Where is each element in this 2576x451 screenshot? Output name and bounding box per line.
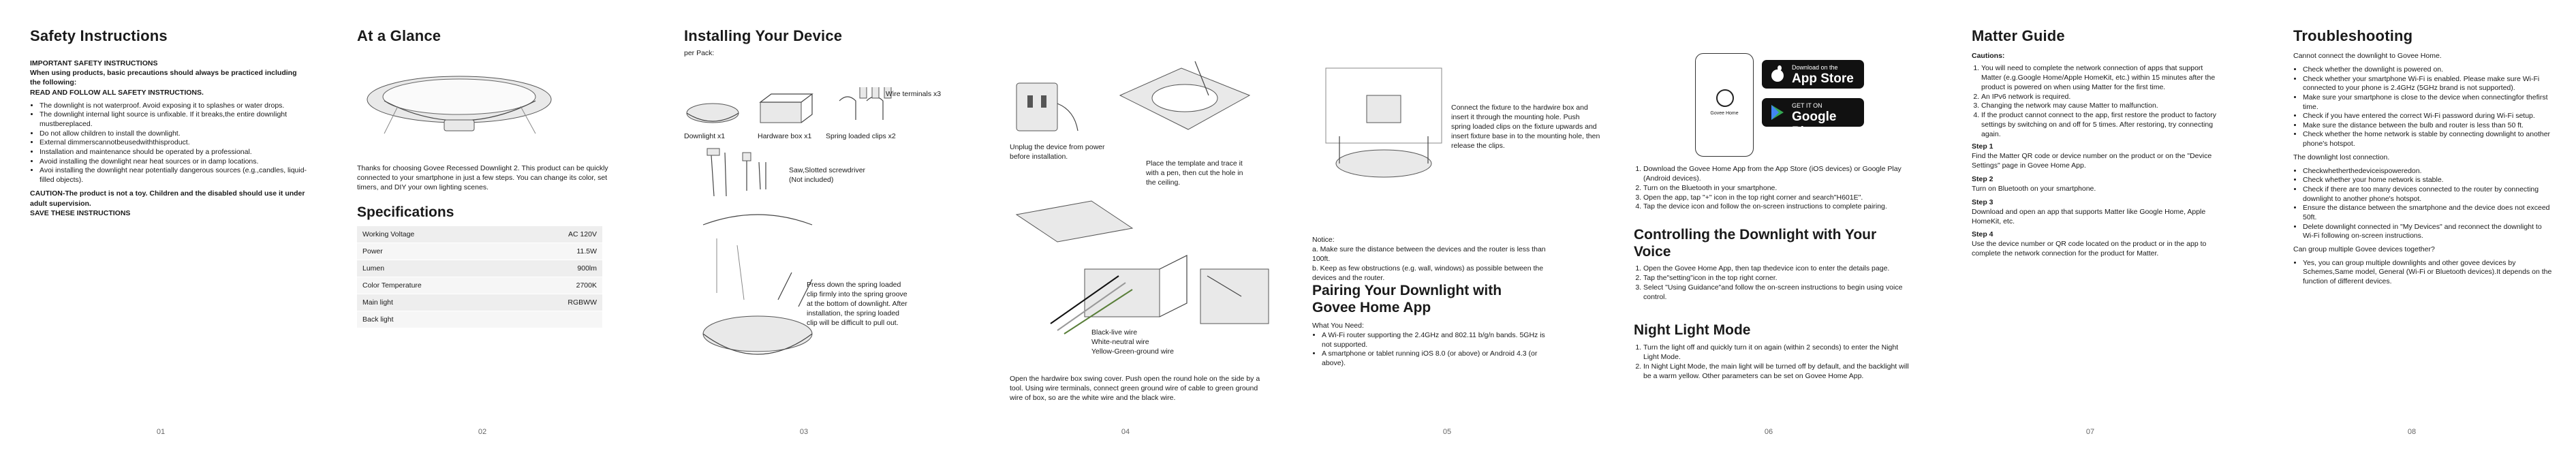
list-item: 4. Tap the device icon and follow the on-screen instructions to complete pairing. [1643, 202, 1909, 212]
panel-glance [322, 0, 643, 451]
apple-icon [1769, 65, 1786, 83]
spec-table [357, 226, 602, 328]
safety-caution: CAUTION-The product is not a toy. Children and the disabled should use it under adult supervision. [30, 189, 305, 208]
safety-title: Safety Instructions [30, 27, 168, 44]
panel-steps [965, 0, 1286, 451]
tools-label: Saw,Slotted screwdriver [789, 166, 866, 174]
google-play-badge[interactable] [1762, 98, 1864, 139]
step-3-text: Download and open an app that supports Matter like Google Home, Apple HomeKit, etc. [1972, 207, 2206, 226]
table-row: Power 11.5W [357, 243, 602, 260]
table-row: Working Voltage AC 120V [357, 226, 602, 243]
app-store-badge[interactable] [1762, 60, 1864, 89]
question-1: Cannot connect the downlight to Govee Home. [2293, 52, 2442, 60]
template-illustration [1113, 55, 1256, 157]
list-item: • Make sure your smartphone is close to the device when connectingfor thefirst time. [2303, 93, 2552, 112]
wiring-illustration [1010, 187, 1282, 337]
wire-terminals-label: Wire terminals x3 [886, 90, 942, 98]
list-item: 3. Select "Using Guidance"and follow the on-screen instructions to begin using voice control. [1643, 283, 1909, 302]
table-row: Main light RGBWW [357, 294, 602, 311]
notice-label: Notice: [1312, 236, 1335, 244]
panel-matter [1929, 0, 2251, 451]
step-4-text: Use the device number or QR code located on the product or in the app to complete the network connection for the product for Matter. [1972, 240, 2207, 258]
list-item: • Do not allow children to install the downlight. [40, 129, 309, 139]
list-item: • Check whether your home network is stable. [2303, 176, 2552, 185]
step-2-label: Step 2 [1972, 174, 1993, 183]
press-clip-text: Press down the spring loaded clip firmly into the spring groove at the bottom of downlight. After installation, the spring loaded clip will be difficult to pull out. [807, 281, 907, 327]
list-item: • The downlight internal light source is unfixable. If it breaks,the entire downlight mustbereplaced. [40, 110, 309, 129]
list-item: • Delete downlight connected in "My Devices" and reconnect the downlight to Wi-Fi following on-screen instructions. [2303, 223, 2552, 241]
list-item: 2. Turn on the Bluetooth in your smartphone. [1643, 184, 1909, 193]
downlight-label: Downlight x1 [684, 132, 726, 140]
list-item: • Check if you have entered the correct Wi-Fi password during Wi-Fi setup. [2303, 112, 2552, 121]
unplug-text: Unplug the device from power before installation. [1010, 143, 1105, 161]
question-3: Can group multiple Govee devices together? [2293, 245, 2435, 253]
google-play-small: GET IT ON [1792, 102, 1822, 109]
pairing-title: Pairing Your Downlight with Govee Home App [1312, 283, 1502, 316]
need-list [1312, 331, 1553, 369]
step-1-text: Find the Matter QR code or device number on the product or on the "Device Settings" page in Govee Home App. [1972, 151, 2212, 170]
list-item: • Make sure the distance between the bulb and router is less than 50 ft. [2303, 121, 2552, 131]
white-wire-label: White-neutral wire [1091, 338, 1149, 346]
clips-label: Spring loaded clips x2 [826, 132, 896, 140]
safety-lead-1: IMPORTANT SAFETY INSTRUCTIONS [30, 59, 158, 67]
list-item: • A Wi-Fi router supporting the 2.4GHz and 802.11 b/g/n bands. 5GHz is not supported. [1322, 331, 1553, 349]
list-item: • The downlight is not waterproof. Avoid exposing it to splashes or water drops. [40, 102, 309, 111]
safety-lead-3: READ AND FOLLOW ALL SAFETY INSTRUCTIONS. [30, 88, 204, 97]
list-item: 2. Tap the"setting"icon in the top right corner. [1643, 274, 1909, 283]
list-item: 1. Download the Govee Home App from the App Store (iOS devices) or Google Play (Android devices). [1643, 165, 1909, 184]
step-4-label: Step 4 [1972, 230, 1993, 239]
list-item: • A smartphone or tablet running iOS 8.0 (or above) or Android 4.3 (or above). [1322, 349, 1553, 368]
step-3-label: Step 3 [1972, 198, 1993, 206]
list-item: • Check whether the home network is stable by connecting downlight to another phone's hotspot. [2303, 130, 2552, 149]
glance-title: At a Glance [357, 27, 441, 44]
list-item: 1. You will need to complete the network connection of apps that support Matter (e.g.Google Home/Apple HomeKit, etc.) within 15 minutes after the product is powered on when using Matter for the first time. [1981, 64, 2217, 93]
table-row: Lumen 900lm [357, 260, 602, 277]
list-item: • Ensure the distance between the smartphone and the device does not exceed 50ft. [2303, 204, 2552, 222]
fixture-text: Connect the fixture to the hardwire box and insert it through the mounting hole. Push spring loaded clips on the fixture upwards and insert fixture base in to the mounting hole, then release the clips. [1451, 104, 1600, 150]
step-1-label: Step 1 [1972, 142, 1993, 151]
page-number: 05 [1442, 428, 1452, 436]
step-2-text: Turn on Bluetooth on your smartphone. [1972, 184, 2096, 193]
notice-a: a. Make sure the distance between the devices and the router is less than 100ft. [1312, 245, 1546, 263]
google-play-icon [1769, 104, 1786, 121]
panel-troubleshooting [2251, 0, 2573, 451]
answers-2 [2293, 167, 2552, 241]
govee-logo-icon [1716, 89, 1734, 107]
panel-app [1608, 0, 1929, 451]
list-item: • Check whether your smartphone Wi-Fi is enabled. Please make sure Wi-Fi connected to your phone is 2.4GHz (5GHz brand is not supported). [2303, 75, 2552, 93]
downlight-illustration [357, 59, 561, 161]
plug-illustration [1010, 76, 1085, 138]
what-you-need: What You Need: [1312, 322, 1364, 330]
list-item: 3. Changing the network may cause Matter to malfunction. [1981, 102, 2217, 111]
cautions-label: Cautions: [1972, 52, 2005, 60]
safety-save: SAVE THESE INSTRUCTIONS [30, 208, 131, 217]
list-item: • Check whether the downlight is powered on. [2303, 65, 2552, 75]
voice-steps [1634, 264, 1909, 302]
app-steps [1634, 165, 1909, 212]
list-item: 1. Open the Govee Home App, then tap thedevice icon to enter the details page. [1643, 264, 1909, 274]
list-item: 2. An IPv6 network is required. [1981, 93, 2217, 102]
page-number: 06 [1764, 428, 1773, 436]
matter-title: Matter Guide [1972, 27, 2065, 44]
voice-title: Controlling the Downlight with Your Voice [1634, 227, 1877, 260]
night-steps [1634, 343, 1909, 381]
table-row: Back light [357, 311, 602, 328]
black-wire-label: Black-live wire [1091, 328, 1138, 337]
answers-1 [2293, 65, 2552, 149]
template-text: Place the template and trace it with a pen, then cut the hole in the ceiling. [1146, 159, 1243, 187]
page-number: 04 [1121, 428, 1130, 436]
fixture-illustration [1312, 55, 1455, 198]
panel-install [643, 0, 965, 451]
matter-cautions [1972, 64, 2217, 140]
page-number: 01 [156, 428, 166, 436]
clip-install-illustration [696, 198, 819, 416]
app-store-small: Download on the [1792, 64, 1838, 71]
page-number: 03 [799, 428, 809, 436]
hardware-box-label: Hardware box x1 [758, 132, 812, 140]
page-number: 02 [478, 428, 487, 436]
list-item: 1. Turn the light off and quickly turn it on again (within 2 seconds) to enter the Night Light Mode. [1643, 343, 1909, 362]
safety-lead-2: When using products, basic precautions should always be practiced including the following: [30, 69, 297, 87]
page-number: 07 [2085, 428, 2095, 436]
app-store-big: App Store [1792, 72, 1854, 86]
notice-b: b. Keep as few obstructions (e.g. wall, windows) as possible between the devices and the router. [1312, 264, 1544, 282]
phone-illustration [1695, 53, 1754, 157]
open-box-text: Open the hardwire box swing cover. Push open the round hole on the side by a tool. Using wire terminals, connect green ground wire of cable to green ground wire of box, so are the white wire and the black wire. [1010, 375, 1260, 402]
spec-title: Specifications [357, 204, 454, 220]
question-2: The downlight lost connection. [2293, 153, 2390, 161]
list-item: • Avoid installing the downlight near heat sources or in damp locations. [40, 157, 309, 167]
list-item: 3. Open the app, tap "+" icon in the top right corner and search"H601E". [1643, 193, 1909, 203]
not-included-label: (Not included) [789, 176, 834, 184]
trouble-title: Troubleshooting [2293, 27, 2413, 44]
yellow-wire-label: Yellow-Green-ground wire [1091, 347, 1175, 356]
panel-connect [1286, 0, 1608, 451]
safety-list [30, 102, 309, 185]
glance-intro: Thanks for choosing Govee Recessed Downlight 2. This product can be quickly connected to your smartphone in just a few steps. You can change its color, set timers, and DIY your own lighting scenes. [357, 164, 608, 191]
per-pack-label: per Pack: [684, 49, 715, 57]
list-item: • External dimmerscannotbeusedwiththisproduct. [40, 138, 309, 148]
table-row: Color Temperature 2700K [357, 277, 602, 294]
install-title: Installing Your Device [684, 27, 843, 44]
night-title: Night Light Mode [1634, 322, 1751, 338]
list-item: 4. If the product cannot connect to the app, first restore the product to factory settings by switching on and off for 5 times. After restoring, try connecting again. [1981, 111, 2217, 140]
list-item: • Installation and maintenance should be operated by a professional. [40, 148, 309, 157]
list-item: • Avoi installing the downlight near potentially dangerous sources (e.g.,candles, liquid-filled objects). [40, 166, 309, 185]
list-item: • Checkwhetherthedeviceispoweredon. [2303, 167, 2552, 176]
app-name: Govee Home [1710, 111, 1739, 116]
answers-3 [2293, 259, 2552, 287]
list-item: • Check if there are too many devices connected to the router by connecting downlight to another phone's hotspot. [2303, 185, 2552, 204]
panel-safety [0, 0, 322, 451]
list-item: • Yes, you can group multiple downlights and other govee devices by Schemes,Same model, General (Wi-Fi or Bluetooth devices).It depends on the function of different devices. [2303, 259, 2552, 287]
page-number: 08 [2407, 428, 2417, 436]
list-item: 2. In Night Light Mode, the main light will be turned off by default, and the backlight will be a warm yellow. Other parameters can be set on Govee Home App. [1643, 362, 1909, 382]
google-play-big: Google Play [1792, 110, 1837, 139]
